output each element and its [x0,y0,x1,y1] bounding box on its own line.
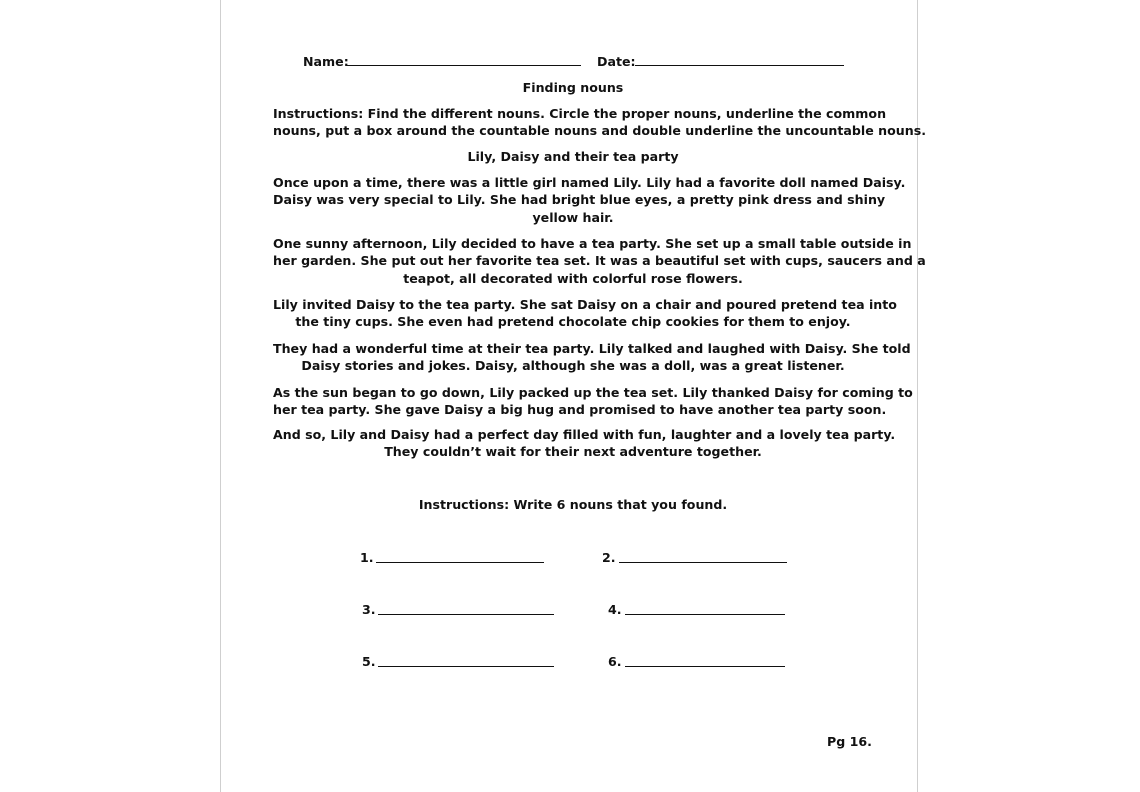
worksheet-title: Finding nouns [522,80,624,95]
answer-label-2: 2. [602,550,616,565]
name-label: Name: [303,54,349,69]
answer-line-2[interactable] [619,562,787,563]
story-line: And so, Lily and Daisy had a perfect day filled with fun, laughter and a lovely tea party. [273,427,896,442]
story-line: They had a wonderful time at their tea party. Lily talked and laughed with Daisy. She told [273,341,911,356]
story-line: As the sun began to go down, Lily packed up the tea set. Lily thanked Daisy for coming to [273,385,913,400]
story-line: Daisy was very special to Lily. She had bright blue eyes, a pretty pink dress and shiny [273,192,886,208]
date-label: Date: [597,54,636,69]
story-paragraph [273,174,906,226]
story-line: her garden. She put out her favorite tea set. It was a beautiful set with cups, saucers and a [273,253,926,269]
story-line: teapot, all decorated with colorful rose flowers. [403,270,743,286]
story-line: One sunny afternoon, Lily decided to have a tea party. She set up a small table outside in [273,236,912,251]
answer-line-6[interactable] [625,666,785,667]
story-line: yellow hair. [532,209,614,225]
answer-line-3[interactable] [378,614,554,615]
story-line: the tiny cups. She even had pretend chocolate chip cookies for them to enjoy. [295,314,851,330]
answer-line-4[interactable] [625,614,785,615]
story-line: her tea party. She gave Daisy a big hug and promised to have another tea party soon. [273,402,887,418]
story-line: Once upon a time, there was a little girl named Lily. Lily had a favorite doll named Daisy. [273,175,906,190]
story-paragraph [273,340,911,375]
answer-label-4: 4. [608,602,622,617]
name-blank-line[interactable] [347,65,581,66]
worksheet-page [220,0,926,792]
answer-line-1[interactable] [376,562,544,563]
page-number: Pg 16. [827,734,872,749]
story-line: They couldn’t wait for their next adventure together. [384,444,762,460]
date-blank-line[interactable] [635,65,844,66]
write-instruction: Instructions: Write 6 nouns that you found. [418,497,728,512]
answer-label-1: 1. [360,550,374,565]
story-paragraph [273,426,896,461]
answer-label-6: 6. [608,654,622,669]
story-paragraph [273,296,897,331]
instructions-line: nouns, put a box around the countable nouns and double underline the uncountable nouns. [273,123,926,139]
answer-label-5: 5. [362,654,376,669]
story-paragraph [273,235,926,287]
story-line: Lily invited Daisy to the tea party. She sat Daisy on a chair and poured pretend tea into [273,297,897,312]
answer-line-5[interactable] [378,666,554,667]
instructions-line: Instructions: Find the different nouns. Circle the proper nouns, underline the common [273,106,887,121]
instructions-text [273,105,926,140]
story-paragraph [273,384,913,419]
story-title: Lily, Daisy and their tea party [467,149,679,164]
story-line: Daisy stories and jokes. Daisy, although she was a doll, was a great listener. [301,358,845,374]
answer-label-3: 3. [362,602,376,617]
